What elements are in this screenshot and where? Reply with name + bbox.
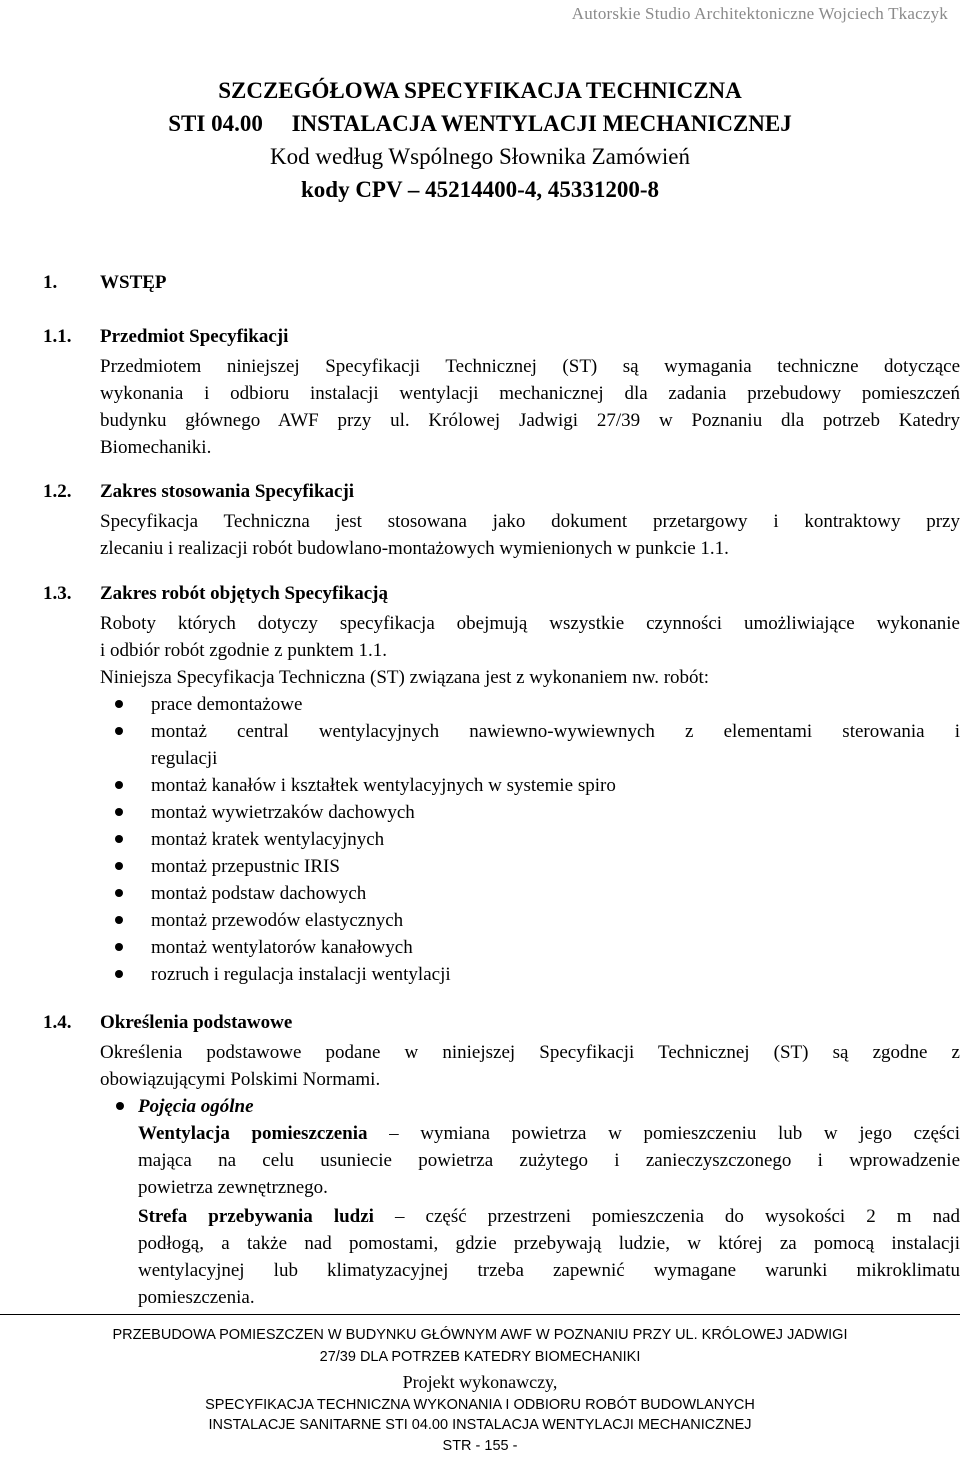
section-1-1 bbox=[43, 326, 960, 461]
list-item: montaż podstaw dachowych bbox=[151, 880, 960, 907]
section-number: 1. bbox=[43, 272, 58, 293]
list-item-continuation: regulacji bbox=[151, 748, 218, 769]
footer-line-5: INSTALACJE SANITARNE STI 04.00 INSTALACJA WENTYLACJI MECHANICZNEJ bbox=[208, 1417, 752, 1433]
footer-rule bbox=[0, 1314, 960, 1315]
paragraph-line: wykonania i odbioru instalacji wentylacji mechanicznej dla zadania przebudowy pomieszczeń bbox=[100, 383, 960, 404]
section-title: Zakres robót objętych Specyfikacją bbox=[100, 583, 388, 604]
section-number: 1.1. bbox=[43, 326, 72, 347]
footer-line-2: 27/39 DLA POTRZEB KATEDRY BIOMECHANIKI bbox=[319, 1349, 641, 1365]
paragraph-line: i odbiór robót zgodnie z punktem 1.1. bbox=[100, 640, 388, 661]
title-line-3: Kod według Wspólnego Słownika Zamówień bbox=[270, 144, 690, 169]
section-1-4 bbox=[43, 1012, 960, 1311]
document-title bbox=[0, 74, 960, 206]
title-line-4: kody CPV – 45214400-4, 45331200-8 bbox=[300, 177, 659, 202]
page-number: STR - 155 - bbox=[442, 1438, 518, 1454]
section-number: 1.3. bbox=[43, 583, 72, 604]
list-item: montaż kanałów i kształtek wentylacyjnych w systemie spiro bbox=[151, 772, 960, 799]
paragraph-line: Określenia podstawowe podane w niniejszej Specyfikacji Technicznej (ST) są zgodne z bbox=[100, 1042, 960, 1063]
section-title: Określenia podstawowe bbox=[100, 1012, 293, 1033]
section-number: 1.2. bbox=[43, 481, 72, 502]
paragraph-line: Roboty których dotyczy specyfikacja obejmują wszystkie czynności umożliwiające wykonanie bbox=[100, 613, 960, 634]
definition-term: Strefa przebywania ludzi bbox=[138, 1206, 374, 1227]
definition-text: – wymiana powietrza w pomieszczeniu lub w jego części bbox=[367, 1123, 960, 1144]
section-title: Zakres stosowania Specyfikacji bbox=[100, 481, 355, 502]
definitions-block bbox=[138, 1093, 960, 1311]
paragraph-line: Biomechaniki. bbox=[100, 437, 212, 458]
definition-line: podłogą, a także nad pomostami, gdzie przebywają ludzie, w której za pomocą instalacji bbox=[138, 1233, 960, 1254]
list-item: montaż kratek wentylacyjnych bbox=[151, 826, 960, 853]
list-item: rozruch i regulacja instalacji wentylacji bbox=[151, 961, 960, 988]
title-line-2: STI 04.00 INSTALACJA WENTYLACJI MECHANICZNEJ bbox=[168, 111, 792, 136]
definition-line: powietrza zewnętrznego. bbox=[138, 1177, 328, 1198]
definition-line: mająca na celu usuniecie powietrza zużytego i zanieczyszczonego i wprowadzenie bbox=[138, 1150, 960, 1171]
paragraph-line: Specyfikacja Techniczna jest stosowana jako dokument przetargowy i kontraktowy przy bbox=[100, 511, 960, 532]
list-item: montaż central wentylacyjnych nawiewno-wywiewnych z elementami sterowania i bbox=[151, 718, 960, 745]
footer-line-4: SPECYFIKACJA TECHNICZNA WYKONANIA I ODBIORU ROBÓT BUDOWLANYCH bbox=[205, 1397, 755, 1413]
list-item: prace demontażowe bbox=[151, 691, 960, 718]
title-line-1: SZCZEGÓŁOWA SPECYFIKACJA TECHNICZNA bbox=[218, 78, 742, 103]
list-item: montaż wentylatorów kanałowych bbox=[151, 934, 960, 961]
paragraph-line: Przedmiotem niniejszej Specyfikacji Technicznej (ST) są wymagania techniczne dotyczące bbox=[100, 356, 960, 377]
definition-term: Wentylacja pomieszczenia bbox=[138, 1123, 368, 1144]
definition-line: wentylacyjnej lub klimatyzacyjnej trzeba zapewnić wymagane warunki mikroklimatu bbox=[138, 1260, 960, 1281]
section-1-2 bbox=[43, 481, 960, 562]
definition-line bbox=[138, 1203, 960, 1230]
section-title: WSTĘP bbox=[100, 272, 167, 293]
definition-line bbox=[138, 1120, 960, 1147]
section-number: 1.4. bbox=[43, 1012, 72, 1033]
subsection-title: Pojęcia ogólne bbox=[138, 1096, 254, 1117]
footer-line-1: PRZEBUDOWA POMIESZCZEN W BUDYNKU GŁÓWNYM AWF W POZNANIU PRZY UL. KRÓLOWEJ JADWIGI bbox=[112, 1327, 848, 1343]
paragraph-line: zlecaniu i realizacji robót budowlano-montażowych wymienionych w punkcie 1.1. bbox=[100, 538, 729, 559]
list-item: montaż wywietrzaków dachowych bbox=[151, 799, 960, 826]
running-head: Autorskie Studio Architektoniczne Wojciech Tkaczyk bbox=[571, 4, 948, 23]
paragraph-line: Niniejsza Specyfikacja Techniczna (ST) związana jest z wykonaniem nw. robót: bbox=[100, 667, 710, 688]
bullet-dot bbox=[116, 1102, 124, 1110]
paragraph-line: budynku głównego AWF przy ul. Królowej Jadwigi 27/39 w Poznaniu dla potrzeb Katedry bbox=[100, 410, 960, 431]
paragraph-line: obowiązującymi Polskimi Normami. bbox=[100, 1069, 381, 1090]
footer-line-3: Projekt wykonawczy, bbox=[402, 1372, 558, 1392]
section-title: Przedmiot Specyfikacji bbox=[100, 326, 289, 347]
definition-line: pomieszczenia. bbox=[138, 1287, 255, 1308]
definition-text: – część przestrzeni pomieszczenia do wysokości 2 m nad bbox=[373, 1206, 960, 1227]
list-item: montaż przewodów elastycznych bbox=[151, 907, 960, 934]
works-list bbox=[151, 691, 960, 988]
section-1-3 bbox=[43, 583, 960, 988]
list-item: montaż przepustnic IRIS bbox=[151, 853, 960, 880]
section-1-heading bbox=[43, 272, 167, 294]
